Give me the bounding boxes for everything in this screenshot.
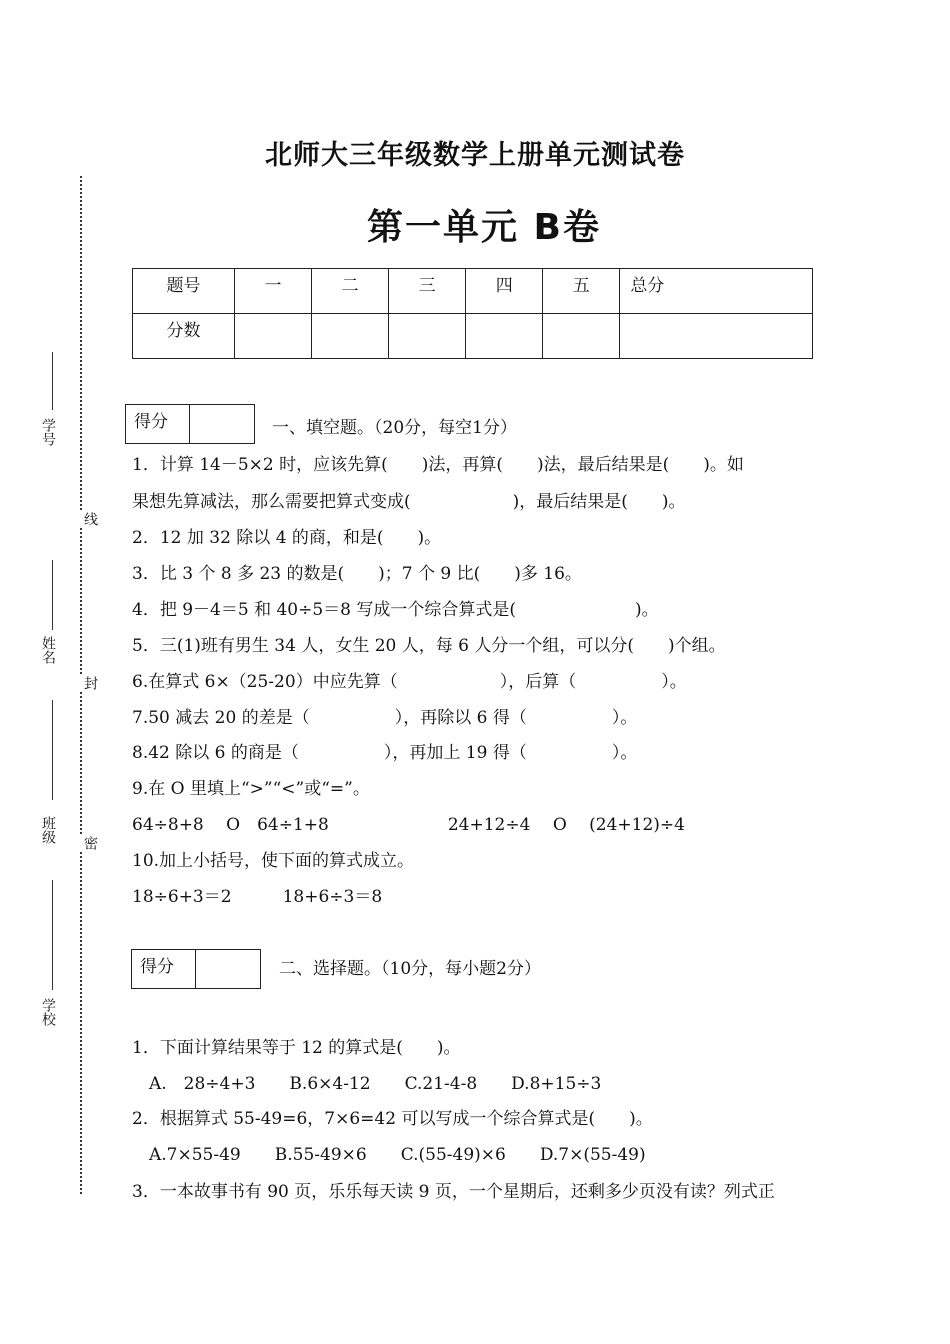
question-line: 2．12 加 32 除以 4 的商，和是( )。 — [132, 528, 442, 548]
class-label: 班级 — [40, 816, 56, 844]
school-underline — [52, 880, 53, 990]
section1-heading: 一、填空题。（20分，每空1分） — [272, 418, 517, 438]
question-line: 果想先算减法，那么需要把算式变成( )，最后结果是( )。 — [132, 492, 686, 512]
section1-score-input[interactable] — [190, 405, 254, 443]
question-line: 10.加上小括号，使下面的算式成立。 — [132, 851, 415, 871]
score-table-cell: 分数 — [133, 314, 235, 359]
score-input-cell[interactable] — [312, 314, 389, 359]
question-line: 18÷6+3＝2 18+6÷3＝8 — [132, 887, 383, 907]
section2-heading: 二、选择题。（10分，每小题2分） — [279, 959, 541, 979]
score-input-cell[interactable] — [235, 314, 312, 359]
question-line: 1．下面计算结果等于 12 的算式是( )。 — [132, 1038, 461, 1058]
choice-line: A. 28÷4+3 B.6×4-12 C.21-4-8 D.8+15÷3 — [132, 1074, 602, 1094]
question-line: 2．根据算式 55-49=6，7×6=42 可以写成一个综合算式是( )。 — [132, 1109, 653, 1129]
question-line: 7.50 减去 20 的差是（ ），再除以 6 得（ ）。 — [132, 708, 638, 728]
section1-score-label: 得分 — [126, 405, 190, 443]
score-table — [132, 268, 813, 359]
student-id-label: 学号 — [40, 418, 56, 446]
question-line: 6.在算式 6×（25-20）中应先算（ ），后算（ ）。 — [132, 672, 687, 692]
score-table-cell: 一 — [235, 269, 312, 314]
student-id-underline — [52, 352, 53, 410]
class-underline — [52, 700, 53, 800]
question-line: 64÷8+8 O 64÷1+8 24+12÷4 O (24+12)÷4 — [132, 815, 685, 835]
seal-char-seal: 封 — [82, 676, 98, 690]
score-table-header-row — [133, 269, 813, 314]
exam-subtitle: 第一单元 B卷 — [367, 207, 601, 248]
section2-score-input[interactable] — [196, 950, 260, 988]
choice-line: A.7×55-49 B.55-49×6 C.(55-49)×6 D.7×(55-49) — [132, 1145, 646, 1165]
question-line: 5．三(1)班有男生 34 人，女生 20 人，每 6 人分一个组，可以分( )个组。 — [132, 636, 726, 656]
score-input-cell[interactable] — [543, 314, 620, 359]
question-line: 3．比 3 个 8 多 23 的数是( )；7 个 9 比( )多 16。 — [132, 564, 582, 584]
name-label: 姓名 — [40, 636, 56, 664]
question-line: 3．一本故事书有 90 页，乐乐每天读 9 页，一个星期后，还剩多少页没有读？列式正 — [132, 1182, 775, 1202]
school-label: 学校 — [40, 998, 56, 1026]
score-input-cell[interactable] — [389, 314, 466, 359]
score-input-cell[interactable] — [620, 314, 813, 359]
question-line: 4．把 9－4＝5 和 40÷5＝8 写成一个综合算式是( )。 — [132, 600, 659, 620]
score-table-cell: 二 — [312, 269, 389, 314]
section1-score-box — [125, 404, 255, 444]
question-line: 8.42 除以 6 的商是（ ），再加上 19 得（ ）。 — [132, 743, 638, 763]
exam-title: 北师大三年级数学上册单元测试卷 — [265, 140, 685, 171]
score-table-cell: 五 — [543, 269, 620, 314]
question-line: 9.在 O 里填上“>”“<”或“=”。 — [132, 779, 370, 799]
seal-char-secret: 密 — [82, 836, 98, 850]
score-table-score-row — [133, 314, 813, 359]
section2-score-box — [131, 949, 261, 989]
question-line: 1．计算 14－5×2 时，应该先算( )法，再算( )法，最后结果是( )。如 — [132, 455, 744, 475]
score-table-cell: 总分 — [620, 269, 813, 314]
section2-score-label: 得分 — [132, 950, 196, 988]
score-table-cell: 四 — [466, 269, 543, 314]
seal-char-line: 线 — [82, 512, 98, 526]
score-table-cell: 题号 — [133, 269, 235, 314]
score-input-cell[interactable] — [466, 314, 543, 359]
score-table-cell: 三 — [389, 269, 466, 314]
name-underline — [52, 560, 53, 630]
